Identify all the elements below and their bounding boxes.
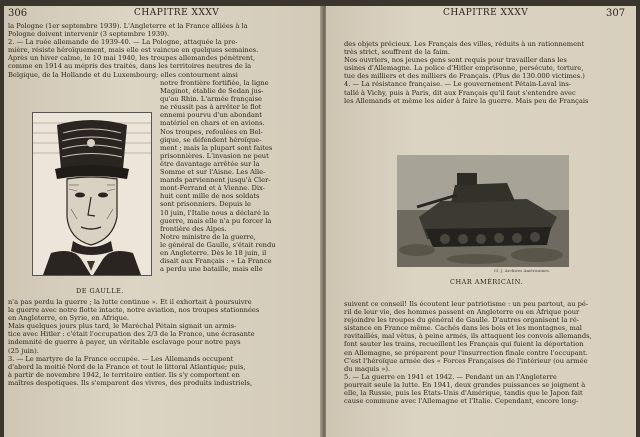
line: ne réussit pas à arrêter le flot (160, 103, 262, 112)
left-page-number: 306 (8, 8, 28, 19)
line: maîtres despotiques. Ils s'emparent des vivres, des produits industriels, (8, 378, 253, 387)
line: pourrait seule la lutte. En 1941, deux grandes puissances se joignent à (344, 380, 586, 389)
right-text-bottom (344, 300, 630, 405)
line: sistance en France même. Cachés dans les bois et les montagnes, mal (344, 324, 582, 333)
line: 3. — Le martyre de la France occupée. — Les Allemands occupent (8, 354, 234, 363)
photo-credit: Cl. J. Archives Américaines. (494, 268, 550, 273)
line: les Allemands et même les aider à faire la guerre. Mais peu de Français (344, 96, 589, 105)
line: très strict, souffrent de la faim. (344, 48, 451, 57)
line: rejoindre les troupes du général de Gaulle. D'autres organisent la ré- (344, 316, 580, 325)
line: Belgique, de la Hollande et du Luxembourg; elles contournent ainsi (8, 70, 238, 79)
right-running-head: CHAPITRE XXXV (443, 8, 529, 18)
line: huit cent mille de nos soldats (160, 192, 260, 201)
line: des objets précieux. Les Français des villes, réduits à un rationnement (344, 40, 585, 48)
line: Somme et sur l'Aisne. Les Alle- (160, 168, 266, 177)
line: ennemi pourvu d'un abondant (160, 111, 262, 120)
line: notre frontière fortifiée, la ligne (160, 79, 269, 87)
line: frontière des Alpes. (160, 224, 227, 233)
line: Maginot, établie de Sedan jus- (160, 87, 264, 96)
line: disait aux Français : « La France (160, 257, 272, 266)
tank-photograph (397, 155, 569, 267)
line: Notre ministre de la guerre, (160, 232, 256, 241)
line: tice avec Hitler : c'était l'occupation des 2/3 de la France, une écrasante (8, 330, 255, 339)
line: à partir de novembre 1942, le territoire entier. Ils s'y comportent en (8, 370, 240, 379)
de-gaulle-portrait (32, 112, 152, 276)
line: ril de leur vie, des hommes passent en Angleterre ou en Afrique pour (344, 308, 580, 317)
photo-caption: CHAR AMÉRICAIN. (450, 278, 523, 286)
line: 4. — La résistance française. — Le gouvernement Pétain-Laval ins- (344, 80, 572, 89)
line: 2. — La ruée allemande de 1939-40. — La Pologne, attaquée la pre- (8, 38, 238, 47)
line: cause commune avec l'Allemagne et l'Italie. Cependant, encore long- (344, 397, 579, 406)
line: suivent ce conseil! Ils écoutent leur patriotisme : un peu partout, au pé- (344, 300, 589, 308)
line: 5. — La guerre en 1941 et 1942. — Pendant un an l'Angleterre (344, 372, 557, 381)
right-page-number: 307 (606, 8, 626, 19)
line: tue des milliers et des milliers de Français. (Plus de 130.000 victimes.) (344, 72, 585, 81)
line: Mais quelques jours plus tard, le Maréchal Pétain signait un armis- (8, 322, 237, 331)
line: n'a pas perdu la guerre ; la lutte continue ». Et il exhortait à poursuivre (8, 298, 252, 306)
line: en Angleterre, en Syrie, en Afrique. (8, 314, 130, 323)
line: indemnité de guerre à payer, un véritable esclavage pour notre pays (8, 338, 241, 347)
line: Après un hiver calme, le 10 mai 1940, les troupes allemandes pénètrent, (8, 54, 255, 63)
line: mière, résiste héroïquement, mais elle est vaincue en quelques semaines. (8, 46, 259, 55)
line: gique, se défendent héroïque- (160, 135, 262, 144)
line: comme en 1914 au mépris des traités, dans les territoires neutres de la (8, 62, 252, 71)
left-text-beside-portrait (160, 79, 304, 273)
line: guerre, mais elle n'a pu forcer la (160, 216, 272, 225)
line: usines d'Allemagne. La police d'Hitler emprisonne, persécute, torture, (344, 64, 584, 73)
left-text-top (8, 22, 304, 79)
line: a perdu une bataille, mais elle (160, 265, 263, 274)
line: C'est l'héroïque armée des « Forces Françaises de l'intérieur (ou armée (344, 356, 588, 365)
line: en Angleterre. Dès le 18 juin, il (160, 248, 267, 257)
tank-photo-icon (397, 155, 569, 267)
line: d'abord la moitié Nord de la France et tout le littoral Atlantique; puis, (8, 362, 246, 371)
line: elle, la Russie, puis les États-Unis d'Amérique, tandis que le Japon fait (344, 389, 583, 398)
line: 10 juin, l'Italie nous a déclaré la (160, 208, 270, 217)
line: la Pologne (1er septembre 1939). L'Angleterre et la France alliées à la (8, 22, 248, 30)
portrait-caption: DE GAULLE. (76, 287, 124, 295)
line: du maquis »). (344, 364, 391, 373)
line: mont-Ferrand et à Vienne. Dix- (160, 184, 265, 193)
right-text-top (344, 40, 630, 105)
line: ment ; mais la plupart sont faites (160, 143, 273, 152)
line: ravitaillés, mal vêtus, à peine armés, ils attaquent les convois allemands, (344, 332, 592, 341)
line: sont prisonniers. Depuis le (160, 200, 251, 209)
line: Nos ouvriers, nos jeunes gens sont requis pour travailler dans les (344, 56, 567, 65)
left-running-head: CHAPITRE XXXV (134, 8, 220, 18)
line: qu'au Rhin. L'armée française (160, 95, 262, 104)
line: le général de Gaulle, s'était rendu (160, 240, 276, 249)
line: mands parviennent jusqu'à Cler- (160, 176, 271, 185)
left-text-bottom (8, 298, 304, 387)
line: prisonnières. L'invasion ne peut (160, 151, 269, 160)
line: en Allemagne, se préparent pour l'insurrection finale contre l'occupant. (344, 348, 588, 357)
line: font sauter les trains, recueillent les Français qui fuient la déportation (344, 340, 584, 349)
line: (25 juin). (8, 346, 39, 355)
line: la guerre avec notre flotte intacte, notre aviation, nos troupes stationnées (8, 306, 260, 315)
portrait-engraving-icon (33, 113, 151, 275)
line: matériel en chars et en avions. (160, 119, 265, 128)
line: tallé à Vichy, puis à Paris, dit aux Français qu'il faut s'entendre avec (344, 88, 576, 97)
line: être davantage arrêtée sur la (160, 159, 260, 168)
line: Nos troupes, refoulées en Bel- (160, 127, 263, 136)
line: Pologne doivent intervenir (3 septembre 1939). (8, 30, 170, 39)
